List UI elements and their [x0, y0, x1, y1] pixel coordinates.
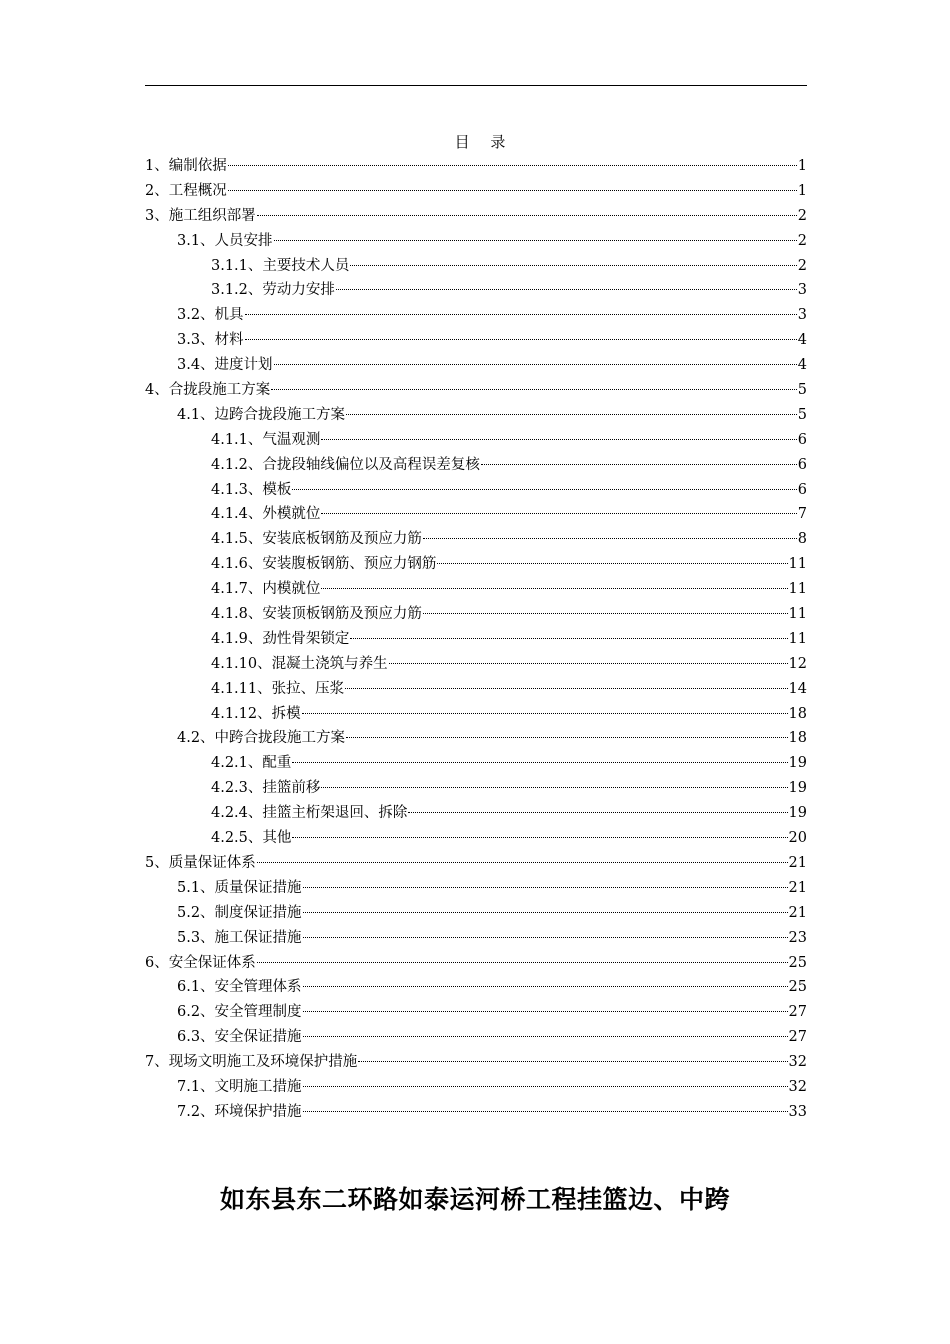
toc-entry[interactable]: [145, 1075, 807, 1100]
toc-entry[interactable]: [145, 876, 807, 901]
toc-entry-label: 3.4、进度计划: [177, 357, 273, 374]
toc-entry[interactable]: [145, 926, 807, 951]
toc-dot-leader: [303, 1111, 788, 1112]
toc-entry-page-number: 18: [788, 730, 807, 747]
toc-entry-label: 4.1.8、安装顶板钢筋及预应力筋: [211, 606, 422, 623]
toc-entry-page-number: 21: [788, 879, 807, 896]
toc-entry-label: 4.2.4、挂篮主桁架退回、拆除: [211, 805, 408, 822]
toc-entry-page-number: 2: [797, 232, 807, 249]
toc-entry[interactable]: [145, 453, 807, 478]
toc-entry[interactable]: [145, 179, 807, 204]
toc-entry-label: 4.1.7、内模就位: [211, 581, 321, 598]
toc-entry[interactable]: [145, 702, 807, 727]
toc-entry-label: 6.1、安全管理体系: [177, 979, 302, 996]
toc-entry-label: 3.1.1、主要技术人员: [211, 257, 350, 274]
toc-entry-page-number: 4: [797, 357, 807, 374]
document-title: 如东县东二环路如泰运河桥工程挂篮边、中跨: [219, 1185, 730, 1214]
toc-entry[interactable]: [145, 627, 807, 652]
toc-entry-page-number: 14: [788, 680, 807, 697]
toc-entry-page-number: 19: [788, 755, 807, 772]
toc-entry-page-number: 3: [797, 307, 807, 324]
toc-entry[interactable]: [145, 652, 807, 677]
toc-entry-page-number: 12: [788, 655, 807, 672]
toc-entry-page-number: 18: [788, 705, 807, 722]
toc-dot-leader: [245, 339, 797, 340]
toc-entry-label: 3.1.2、劳动力安排: [211, 282, 335, 299]
toc-entry-page-number: 5: [797, 406, 807, 423]
toc-dot-leader: [336, 289, 797, 290]
toc-entry-page-number: 19: [788, 780, 807, 797]
toc-dot-leader: [321, 588, 787, 589]
toc-entry-page-number: 11: [788, 556, 807, 573]
toc-entry-label: 4.1.12、拆模: [211, 705, 301, 722]
toc-title: 目 录: [454, 133, 514, 151]
toc-dot-leader: [303, 1011, 788, 1012]
toc-entry-page-number: 27: [788, 1004, 807, 1021]
toc-entry[interactable]: [145, 726, 807, 751]
toc-entry[interactable]: [145, 502, 807, 527]
toc-entry-label: 2、工程概况: [145, 182, 227, 199]
toc-entry-label: 4.2.5、其他: [211, 830, 292, 847]
toc-entry-label: 6、安全保证体系: [145, 954, 256, 971]
toc-dot-leader: [303, 1086, 788, 1087]
toc-entry-page-number: 2: [797, 207, 807, 224]
toc-entry-label: 3.3、材料: [177, 332, 244, 349]
toc-entry-label: 5.3、施工保证措施: [177, 929, 302, 946]
toc-entry[interactable]: [145, 229, 807, 254]
toc-entry[interactable]: [145, 602, 807, 627]
toc-entry-page-number: 27: [788, 1029, 807, 1046]
toc-entry-label: 5.2、制度保证措施: [177, 904, 302, 921]
toc-dot-leader: [303, 912, 788, 913]
toc-dot-leader: [303, 887, 788, 888]
toc-entry[interactable]: [145, 751, 807, 776]
toc-entry-label: 5.1、质量保证措施: [177, 879, 302, 896]
toc-entry-page-number: 5: [797, 382, 807, 399]
toc-entry-label: 6.3、安全保证措施: [177, 1029, 302, 1046]
toc-entry[interactable]: [145, 851, 807, 876]
toc-dot-leader: [274, 364, 797, 365]
toc-entry[interactable]: [145, 204, 807, 229]
toc-entry-page-number: 21: [788, 904, 807, 921]
toc-entry[interactable]: [145, 901, 807, 926]
toc-entry-label: 6.2、安全管理制度: [177, 1004, 302, 1021]
toc-entry[interactable]: [145, 403, 807, 428]
toc-entry-label: 7.2、环境保护措施: [177, 1103, 302, 1120]
toc-entry-page-number: 20: [788, 830, 807, 847]
toc-entry-page-number: 3: [797, 282, 807, 299]
toc-dot-leader: [346, 414, 797, 415]
toc-entry-label: 4.1.3、模板: [211, 481, 292, 498]
toc-entry-page-number: 23: [788, 929, 807, 946]
toc-entry-label: 4.1.10、混凝土浇筑与养生: [211, 655, 388, 672]
toc-entry-label: 3、施工组织部署: [145, 207, 256, 224]
toc-dot-leader: [321, 513, 796, 514]
toc-entry-page-number: 25: [788, 954, 807, 971]
toc-entry-label: 4.2.1、配重: [211, 755, 292, 772]
toc-entry[interactable]: [145, 303, 807, 328]
toc-dot-leader: [423, 613, 788, 614]
toc-dot-leader: [389, 663, 788, 664]
toc-dot-leader: [345, 688, 787, 689]
toc-entry-label: 4.2.3、挂篮前移: [211, 780, 321, 797]
toc-entry-page-number: 6: [797, 481, 807, 498]
toc-dot-leader: [423, 538, 797, 539]
toc-entry[interactable]: [145, 577, 807, 602]
toc-entry[interactable]: [145, 801, 807, 826]
toc-entry[interactable]: [145, 552, 807, 577]
toc-dot-leader: [346, 737, 787, 738]
toc-entry-label: 4.1、边跨合拢段施工方案: [177, 406, 346, 423]
toc-dot-leader: [302, 713, 788, 714]
toc-entry[interactable]: [145, 1025, 807, 1050]
toc-dot-leader: [481, 464, 797, 465]
toc-entry-label: 4.1.6、安装腹板钢筋、预应力钢筋: [211, 556, 437, 573]
toc-entry-page-number: 32: [788, 1054, 807, 1071]
toc-entry-page-number: 25: [788, 979, 807, 996]
toc-entry-page-number: 1: [797, 158, 807, 174]
toc-entry-page-number: 2: [797, 257, 807, 274]
toc-entry[interactable]: [145, 254, 807, 279]
toc-entry[interactable]: [145, 776, 807, 801]
toc-dot-leader: [350, 638, 787, 639]
toc-dot-leader: [257, 962, 788, 963]
toc-entry-label: 4.1.5、安装底板钢筋及预应力筋: [211, 531, 422, 548]
toc-entry-page-number: 19: [788, 805, 807, 822]
toc-entry-page-number: 1: [797, 182, 807, 199]
toc-dot-leader: [228, 165, 797, 166]
toc-entry[interactable]: [145, 527, 807, 552]
toc-entry[interactable]: [145, 478, 807, 503]
toc-dot-leader: [292, 837, 787, 838]
toc-entry[interactable]: [145, 154, 807, 179]
toc-entry[interactable]: [145, 1100, 807, 1125]
toc-dot-leader: [257, 215, 797, 216]
toc-entry[interactable]: [145, 353, 807, 378]
toc-entry-label: 4.2、中跨合拢段施工方案: [177, 730, 346, 747]
toc-dot-leader: [292, 489, 796, 490]
header-rule: [145, 85, 807, 86]
toc-entry-page-number: 11: [788, 606, 807, 623]
toc-entry-label: 3.1、人员安排: [177, 232, 273, 249]
toc-entry-page-number: 21: [788, 854, 807, 871]
toc-entry-page-number: 6: [797, 431, 807, 448]
toc-dot-leader: [437, 563, 787, 564]
toc-entry[interactable]: [145, 951, 807, 976]
toc-entry-label: 1、编制依据: [145, 158, 227, 174]
toc-entry[interactable]: [145, 328, 807, 353]
toc-dot-leader: [303, 1036, 788, 1037]
toc-entry-page-number: 6: [797, 456, 807, 473]
toc-entry-page-number: 33: [788, 1103, 807, 1120]
toc-dot-leader: [350, 265, 796, 266]
toc-entry[interactable]: [145, 378, 807, 403]
toc-entry[interactable]: [145, 428, 807, 453]
toc-entry-label: 4.1.2、合拢段轴线偏位以及高程误差复核: [211, 456, 480, 473]
toc-dot-leader: [245, 314, 797, 315]
toc-entry-page-number: 11: [788, 581, 807, 598]
toc-entry[interactable]: [145, 1000, 807, 1025]
toc-entry-label: 4.1.9、劲性骨架锁定: [211, 630, 350, 647]
toc-entry-label: 7.1、文明施工措施: [177, 1078, 302, 1095]
toc-entry[interactable]: [145, 278, 807, 303]
toc-dot-leader: [274, 240, 797, 241]
toc-entry-page-number: 7: [797, 506, 807, 523]
table-of-contents: [145, 154, 807, 1125]
toc-dot-leader: [321, 439, 796, 440]
toc-dot-leader: [228, 190, 797, 191]
toc-entry-label: 4、合拢段施工方案: [145, 382, 271, 399]
toc-dot-leader: [257, 862, 788, 863]
toc-entry-label: 4.1.4、外模就位: [211, 506, 321, 523]
toc-entry-label: 5、质量保证体系: [145, 854, 256, 871]
toc-entry[interactable]: [145, 1050, 807, 1075]
toc-entry-label: 4.1.11、张拉、压浆: [211, 680, 345, 697]
toc-entry-page-number: 32: [788, 1078, 807, 1095]
toc-entry[interactable]: [145, 826, 807, 851]
toc-entry[interactable]: [145, 975, 807, 1000]
toc-dot-leader: [321, 787, 787, 788]
toc-dot-leader: [358, 1061, 787, 1062]
toc-dot-leader: [408, 812, 787, 813]
toc-entry-page-number: 4: [797, 332, 807, 349]
toc-dot-leader: [292, 762, 787, 763]
toc-entry-label: 7、现场文明施工及环境保护措施: [145, 1054, 358, 1071]
toc-dot-leader: [303, 986, 788, 987]
toc-dot-leader: [303, 937, 788, 938]
toc-entry-label: 3.2、机具: [177, 307, 244, 324]
toc-entry-page-number: 8: [797, 531, 807, 548]
toc-entry-label: 4.1.1、气温观测: [211, 431, 321, 448]
toc-entry[interactable]: [145, 677, 807, 702]
toc-dot-leader: [271, 389, 797, 390]
toc-entry-page-number: 11: [788, 630, 807, 647]
